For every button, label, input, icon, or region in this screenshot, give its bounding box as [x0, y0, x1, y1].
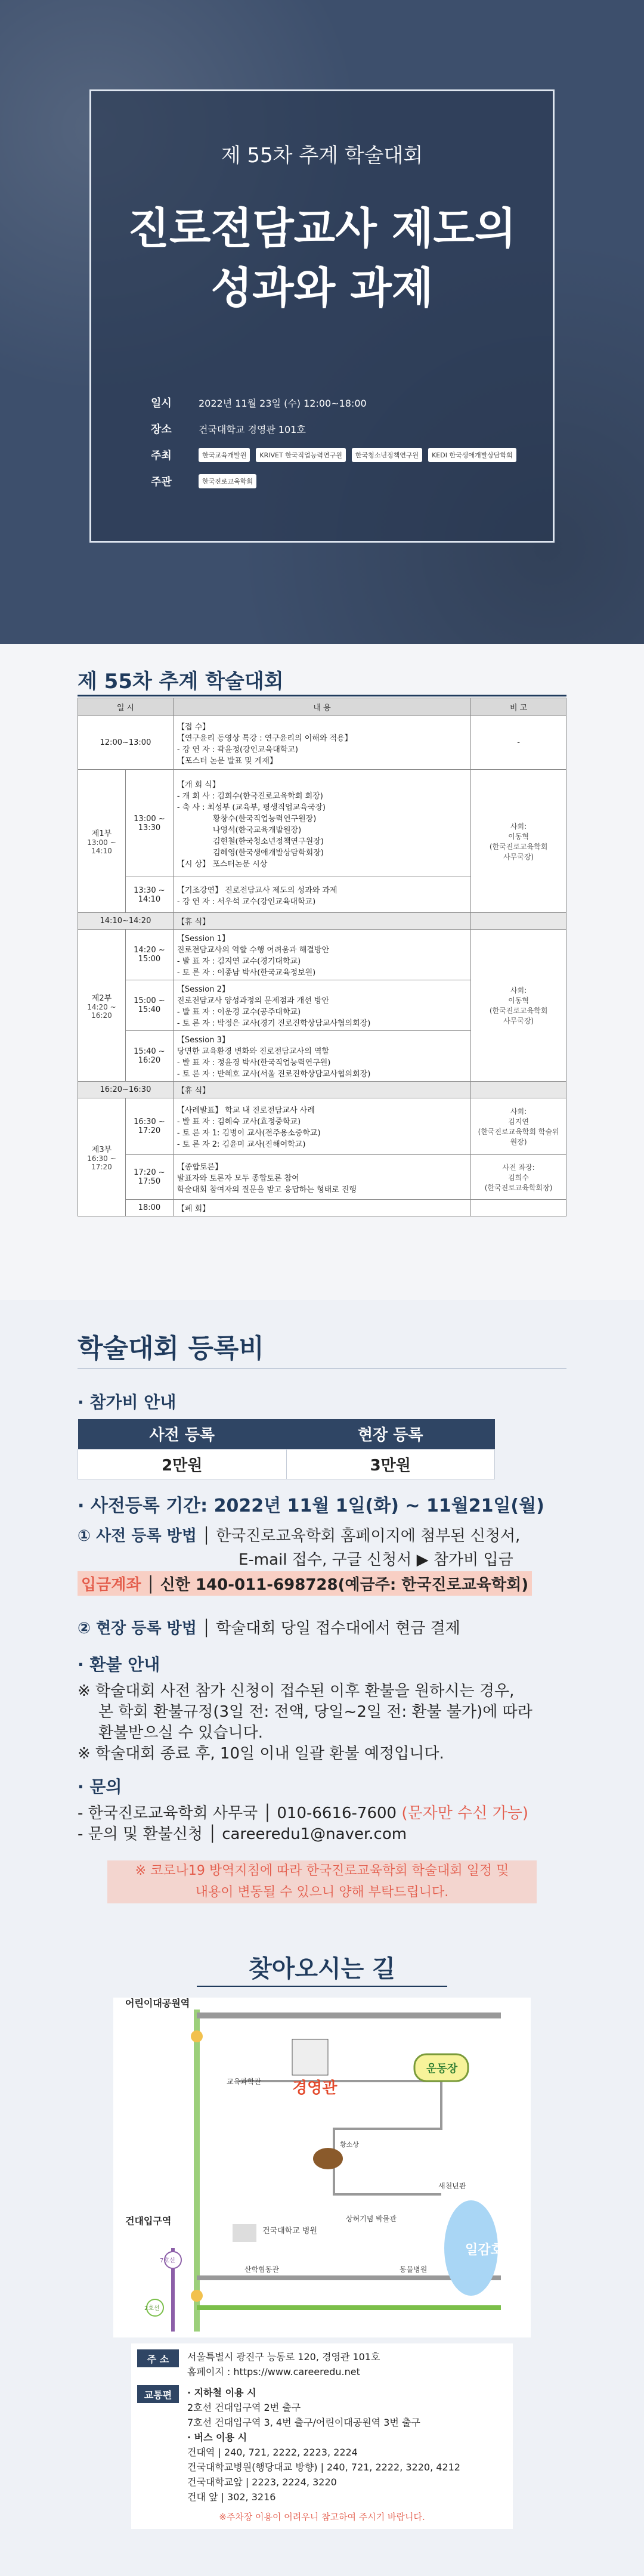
address-value — [187, 2349, 380, 2379]
content-line: - 개 회 사 : 김희수(한국진로교육학회 회장) — [177, 791, 323, 801]
organizer-row — [151, 468, 516, 494]
time-cell: 14:10~14:20 — [78, 913, 174, 930]
time-cell: 15:00 ~ 15:40 — [125, 980, 173, 1031]
table-header: 내 용 — [173, 698, 470, 716]
place-row — [151, 416, 516, 442]
note-cell — [471, 1082, 566, 1098]
time-cell: 12:00~13:00 — [78, 716, 174, 770]
note-line: 사무국장) — [503, 1017, 534, 1025]
note-line: 사회: — [510, 822, 527, 831]
program-divider — [78, 695, 566, 696]
venue-building-icon — [292, 2039, 328, 2075]
notice-line: ※ 코로나19 방역지침에 따라 한국진로교육학회 학술대회 일정 및 — [135, 1863, 509, 1878]
contact-heading: · 문의 — [78, 1777, 122, 1797]
session-label: 제1부 — [91, 829, 112, 838]
content-line: 황창수(한국직업능력연구원장) — [212, 814, 317, 823]
host-row — [151, 442, 516, 468]
animal-label: 동물병원 — [400, 2265, 428, 2274]
separator: │ — [145, 1576, 160, 1594]
content-line: - 축 사 : 최성부 (교육부, 평생직업교육국장) — [177, 803, 326, 812]
note-line: 사회: — [510, 986, 527, 995]
account-value: 신한 140-011-698728(예금주: 한국진로교육학회) — [160, 1576, 529, 1594]
hero-subtitle: 제 55차 추계 학술대회 — [221, 144, 423, 168]
pre-method-label: ① 사전 등록 방법 — [78, 1527, 197, 1545]
content-cell — [173, 716, 470, 770]
note-line: 사회: — [510, 1107, 527, 1116]
content-line: 김현철(한국청소년정책연구원장) — [212, 837, 324, 846]
bus-line: 건국대학교병원(행당대교 방향) | 240, 721, 2222, 3220, 4212 — [187, 2462, 460, 2473]
time-cell: 16:20~16:30 — [78, 1082, 174, 1098]
table-header: 비 고 — [471, 698, 566, 716]
content-line: 당면한 교육환경 변화와 진로전담교사의 역할 — [177, 1047, 330, 1056]
content-line: 발표자와 토론자 모두 종합토론 참여 — [177, 1174, 299, 1183]
note-cell — [471, 913, 566, 930]
fee-header: 현장 등록 — [286, 1419, 495, 1449]
account-label: 입금계좌 — [81, 1576, 141, 1594]
exit-2-icon — [191, 2290, 203, 2302]
note-line: 사무국장) — [503, 852, 534, 861]
content-cell — [173, 877, 470, 913]
hero-section — [0, 0, 644, 644]
refund-line: ※ 학술대회 종료 후, 10일 이내 일괄 환불 예정입니다. — [78, 1745, 444, 1763]
industry-label: 산학협동관 — [244, 2265, 279, 2274]
table-header: 일 시 — [78, 698, 174, 716]
content-line: 김혜영(한국생애개발상담학회장) — [212, 848, 324, 857]
content-line: - 토 론 자 2: 김윤미 교사(진해여학교) — [177, 1140, 306, 1149]
session-cell — [78, 1098, 126, 1216]
content-line: 진로전담교사의 역할 수행 어려움과 해결방안 — [177, 946, 330, 955]
time-cell: 18:00 — [125, 1200, 173, 1216]
station-top-label: 어린이대공원역 — [125, 1998, 190, 2009]
table-row — [78, 1082, 566, 1098]
bus-line: 건대역 | 240, 721, 2222, 2223, 2224 — [187, 2447, 358, 2458]
map-section — [0, 1932, 644, 2576]
host-logo: 한국청소년정책연구원 — [352, 448, 422, 462]
bull-label: 황소상 — [340, 2141, 359, 2148]
time-cell: 15:40 ~ 16:20 — [125, 1031, 173, 1082]
content-cell — [173, 1031, 470, 1082]
note-line: 사전 좌장: — [502, 1163, 535, 1172]
content-line: - 발 표 자 : 정윤경 박사(한국직업능력연구원) — [177, 1058, 331, 1067]
session-span: 14:20 ~ 16:20 — [87, 1002, 116, 1020]
place-value: 건국대학교 경영관 101호 — [199, 423, 306, 435]
contact-phone[interactable]: 010-6616-7600 — [277, 1804, 397, 1822]
address-row — [137, 2349, 507, 2379]
time-cell: 14:20 ~ 15:00 — [125, 930, 173, 980]
host-logo: KRIVET 한국직업능력연구원 — [256, 448, 345, 462]
table-row — [78, 1200, 566, 1216]
note-line: (한국진로교육학회 학술위원장) — [478, 1128, 559, 1146]
registration-title: 학술대회 등록비 — [78, 1333, 264, 1364]
address-label: 주 소 — [137, 2349, 179, 2367]
newhall-label: 새천년관 — [438, 2182, 466, 2190]
content-line: - 토 론 자 1: 김병이 교사(전주용소중학교) — [177, 1129, 321, 1138]
content-line: 진로전담교사 양성과정의 문제점과 개선 방안 — [177, 996, 330, 1005]
host-logos — [199, 448, 516, 462]
date-label: 일시 — [151, 397, 172, 410]
separator: │ — [208, 1825, 222, 1843]
venue-label: 경영관 — [292, 2079, 338, 2097]
location-info — [131, 2343, 513, 2529]
table-row — [78, 1098, 566, 1155]
pre-period: · 사전등록 기간: 2022년 11월 1일(화) ~ 11월21일(월) — [78, 1496, 544, 1516]
session-label: 제3부 — [91, 1145, 112, 1154]
contact-line — [78, 1801, 528, 1823]
content-cell: 【휴 식】 — [173, 913, 470, 930]
table-row — [78, 913, 566, 930]
fee-table — [78, 1419, 495, 1479]
fee-header: 사전 등록 — [78, 1419, 287, 1449]
subway-heading: · 지하철 이용 시 — [187, 2387, 256, 2398]
note-line: (한국진로교육학회 — [489, 1007, 548, 1015]
content-line: 학술대회 참여자의 질문을 받고 응답하는 형태로 진행 — [177, 1185, 357, 1194]
covid-notice — [107, 1860, 537, 1903]
organizer-label: 주관 — [151, 476, 172, 488]
bus-line: 건대 앞 | 302, 3216 — [187, 2491, 276, 2503]
note-line: 이동혁 — [508, 996, 529, 1005]
fee-value-row — [78, 1449, 495, 1479]
hero-frame — [89, 89, 555, 543]
host-label: 주최 — [151, 450, 172, 462]
hero-info — [151, 389, 516, 494]
time-cell: 17:20 ~ 17:50 — [125, 1155, 173, 1200]
bus-heading: · 버스 이용 시 — [187, 2432, 247, 2443]
organizer-logo: 한국진로교육학회 — [199, 474, 256, 488]
content-line: 【Session 3】 — [177, 1036, 230, 1045]
content-line: 【종합토론】 — [177, 1162, 223, 1172]
note-line: (한국진로교육학회 — [489, 842, 548, 851]
content-line: - 강 연 자 : 곽윤정(강인교육대학교) — [177, 745, 299, 754]
registration-section — [0, 1300, 644, 1932]
campus-map-drawing — [113, 1998, 531, 2337]
content-line: - 토 론 자 : 반혜호 교사(서울 진로진학상담교사협의회장) — [177, 1070, 371, 1079]
content-line: 【사례발표】 학교 내 진로전담교사 사례 — [177, 1106, 315, 1115]
onsite-line — [78, 1616, 460, 1638]
contact-office: - 한국진로교육학회 사무국 — [78, 1804, 258, 1822]
hero-title-line2: 성과와 과제 — [210, 263, 434, 313]
content-line: 【시 상】 포스터논문 시상 — [177, 859, 268, 869]
refund-line: ※ 학술대회 사전 참가 신청이 접수된 이후 환불을 원하시는 경우, — [78, 1682, 515, 1700]
station-bottom-label: 건대입구역 — [125, 2215, 172, 2227]
fee-value: 3만원 — [286, 1449, 495, 1479]
hospital-icon — [233, 2224, 256, 2242]
map-divider — [197, 1986, 447, 1987]
content-line: 나영석(한국교육개발원장) — [212, 825, 302, 835]
session-label: 제2부 — [91, 993, 112, 1003]
refund-line: 환불받으실 수 있습니다. — [98, 1724, 263, 1742]
time-cell: 16:30 ~ 17:20 — [125, 1098, 173, 1155]
contact-email[interactable]: careeredu1@naver.com — [222, 1825, 407, 1843]
parking-tip: ※주차장 이용이 어려우니 참고하여 주시기 바랍니다. — [219, 2512, 425, 2522]
session-span: 13:00 ~ 14:10 — [87, 838, 116, 855]
onsite-text: 학술대회 당일 접수대에서 현금 결제 — [216, 1620, 460, 1637]
program-section — [0, 644, 644, 1300]
exit-3-icon — [191, 2030, 203, 2042]
bull-statue-icon — [313, 2148, 343, 2169]
content-cell — [173, 1155, 470, 1200]
content-cell — [173, 1098, 470, 1155]
program-title: 제 55차 추계 학술대회 — [78, 670, 284, 693]
content-cell — [173, 770, 470, 877]
hero-title — [91, 199, 553, 318]
line7-label: 7호선 — [160, 2258, 175, 2264]
schedule-table — [78, 698, 566, 1216]
host-logo: KEDI 한국생애개발상담학회 — [428, 448, 516, 462]
contact-refund: - 문의 및 환불신청 — [78, 1825, 203, 1843]
content-line: 【기조강연】 진로전담교사 제도의 성과와 과제 — [177, 886, 338, 895]
note-cell: - — [471, 716, 566, 770]
session-cell — [78, 930, 126, 1082]
content-cell — [173, 930, 470, 980]
note-cell — [471, 770, 566, 913]
homepage-link[interactable]: 홈페이지 : https://www.careeredu.net — [187, 2366, 360, 2377]
content-line: - 토 론 자 : 이종남 박사(한국교육정보원) — [177, 968, 316, 977]
contact-line — [78, 1822, 407, 1844]
edu-label: 교육과학관 — [227, 2077, 261, 2086]
table-row — [78, 930, 566, 980]
transit-value — [187, 2385, 460, 2504]
table-header-row — [78, 698, 566, 716]
note-line: 김희수 — [508, 1173, 529, 1182]
notice-line: 내용이 변동될 수 있으니 양해 부탁드립니다. — [195, 1885, 449, 1900]
pre-method-text1: 한국진로교육학회 홈페이지에 첨부된 신청서, — [216, 1527, 521, 1545]
table-row — [78, 1155, 566, 1200]
fee-heading: · 참가비 안내 — [78, 1392, 177, 1412]
note-line: 김지연 — [508, 1117, 529, 1126]
fee-header-row — [78, 1419, 495, 1449]
content-line: 【Session 1】 — [177, 934, 230, 943]
time-cell: 13:30 ~ 14:10 — [125, 877, 173, 913]
time-cell: 13:00 ~ 13:30 — [125, 770, 173, 877]
separator: │ — [262, 1804, 277, 1822]
note-cell — [471, 1155, 566, 1200]
place-label: 장소 — [151, 423, 172, 436]
subway-line: 7호선 건대입구역 3, 4번 출구/어린이대공원역 3번 출구 — [187, 2417, 420, 2428]
note-line: (한국진로교육학회장) — [484, 1183, 553, 1192]
refund-heading: · 환불 안내 — [78, 1655, 160, 1674]
hospital-label: 건국대학교 병원 — [262, 2227, 318, 2236]
date-value: 2022년 11월 23일 (수) 12:00~18:00 — [199, 397, 367, 409]
content-line: - 발 표 자 : 김혜숙 교사(효정중학교) — [177, 1117, 301, 1126]
note-cell — [471, 1200, 566, 1216]
separator: │ — [202, 1527, 216, 1545]
content-line: 【포스터 논문 발표 및 게재】 — [177, 756, 277, 766]
hero-title-line1: 진로전담교사 제도의 — [128, 203, 516, 253]
content-line: 【Session 2】 — [177, 985, 230, 994]
registration-divider — [78, 1368, 566, 1369]
content-line: - 토 론 자 : 박정은 교사(경기 진로진학상담교사협의회장) — [177, 1019, 371, 1028]
host-logo: 한국교육개발원 — [199, 448, 250, 462]
content-line: - 발 표 자 : 이운경 교수(공주대학교) — [177, 1008, 301, 1017]
content-line: 【연구윤리 동영상 특강 : 연구윤리의 이해와 적용】 — [177, 733, 352, 743]
lake-label: 일감호 — [465, 2243, 503, 2258]
session-span: 16:30 ~ 17:20 — [87, 1154, 116, 1171]
note-line: 이동혁 — [508, 832, 529, 841]
map-title: 찾아오시는 길 — [249, 1955, 395, 1983]
address-text: 서울특별시 광진구 능동로 120, 경영관 101호 — [187, 2351, 380, 2363]
content-line: 【개 회 식】 — [177, 780, 220, 789]
fee-value: 2만원 — [78, 1449, 287, 1479]
content-line: 【접 수】 — [177, 722, 210, 732]
session-cell — [78, 770, 126, 913]
date-row — [151, 389, 516, 416]
refund-line: 본 학회 환불규정(3일 전: 전액, 당일~2일 전: 환불 불가)에 따라 — [98, 1703, 532, 1721]
onsite-label: ② 현장 등록 방법 — [78, 1620, 197, 1637]
pre-method-line1 — [78, 1524, 520, 1546]
table-row — [78, 716, 566, 770]
account-line — [78, 1571, 532, 1596]
bus-line: 건국대학교앞 | 2223, 2224, 3220 — [187, 2476, 337, 2488]
table-row — [78, 770, 566, 877]
contact-note: (문자만 수신 가능) — [401, 1804, 529, 1822]
content-cell — [173, 980, 470, 1031]
transit-label: 교통편 — [137, 2385, 179, 2403]
content-cell: 【폐 회】 — [173, 1200, 470, 1216]
pre-method-text2: E-mail 접수, 구글 신청서 ▶ 참가비 입금 — [239, 1551, 513, 1569]
stadium-label: 운동장 — [426, 2063, 458, 2075]
transit-row — [137, 2385, 507, 2504]
content-cell: 【휴 식】 — [173, 1082, 470, 1098]
campus-map — [113, 1998, 531, 2337]
content-line: - 발 표 자 : 김지연 교수(경기대학교) — [177, 957, 301, 966]
sangheo-label: 상허기념 박물관 — [346, 2215, 397, 2223]
note-cell — [471, 930, 566, 1082]
separator: │ — [202, 1620, 216, 1637]
subway-line: 2호선 건대입구역 2번 출구 — [187, 2402, 301, 2413]
content-line: - 강 연 자 : 서우석 교수(강인교육대학교) — [177, 897, 316, 906]
line2-label: 2호선 — [144, 2305, 160, 2312]
note-cell — [471, 1098, 566, 1155]
